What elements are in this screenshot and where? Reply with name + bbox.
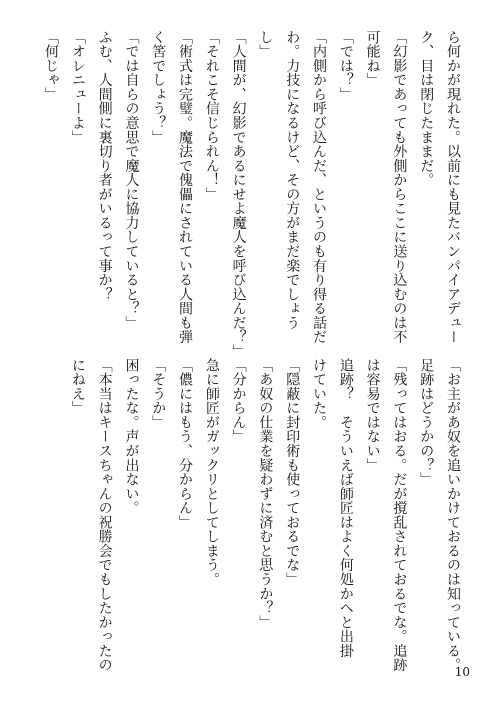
text-line: 「では自らの意思で魔人に協力していると？」	[123, 30, 140, 330]
text-line: 「儂にはもう、分からん」	[177, 358, 194, 530]
text-line: 「そうか」	[150, 358, 167, 430]
text-line: 「お主があ奴を追いかけておるのは知っている。	[445, 358, 461, 673]
text-line: 「隠蔽に封印術も使っておるでな」	[284, 358, 301, 587]
text-line: 追跡？ そういえば師匠はよく何処かへと出掛	[337, 358, 354, 658]
text-line: 可能ね」	[364, 30, 381, 88]
text-line: は容易ではない」	[364, 358, 381, 473]
text-line: 「人間が、幻影であるにせよ魔人を呼び込んだ？」	[230, 30, 247, 359]
text-line: にねえ」	[69, 358, 86, 416]
text-line: 「内側から呼び込んだ、というのも有り得る話だ	[311, 30, 328, 345]
lower-text-block	[67, 358, 462, 673]
text-line: 足跡はどうかの？」	[418, 358, 435, 487]
text-line: 「術式は完璧。魔法で傀儡にされている人間も弾	[177, 30, 194, 345]
text-line: けていた。	[311, 358, 328, 430]
text-line: 「オレニューよ」	[69, 30, 86, 145]
text-line: し」	[257, 30, 274, 59]
text-line: ら何かが現れた。以前にも見たバンパイアデュー	[445, 30, 461, 345]
text-line: わ。力技になるけど、その方がまだ楽でしょう	[284, 30, 301, 330]
text-line: 「何じゃ」	[43, 30, 60, 102]
text-line: ふむ、人間側に裏切り者がいるって事か？	[96, 30, 113, 302]
text-line: 困ったな。声が出ない。	[123, 358, 140, 516]
text-line: 「では？」	[337, 30, 354, 102]
text-line: 「あ奴の仕業を疑わずに済むと思うか？」	[257, 358, 274, 630]
text-line: 「幻影であっても外側からここに送り込むのは不	[391, 30, 408, 345]
text-line: 「それこそ信じられん！」	[203, 30, 220, 202]
text-line: 「残ってはおる。だが撹乱されておるでな。追跡	[391, 358, 408, 673]
text-line: く筈でしょう？」	[150, 30, 167, 145]
upper-text-block	[43, 30, 462, 359]
text-line: 急に師匠がガックリとしてしまう。	[203, 358, 220, 587]
page-number: 10	[454, 665, 470, 679]
text-line: 「本当はキースちゃんの祝勝会でもしたかったの	[96, 358, 113, 673]
text-line: 「分からん」	[230, 358, 247, 444]
text-line: ク、目は閉じたままだ。	[418, 30, 435, 188]
